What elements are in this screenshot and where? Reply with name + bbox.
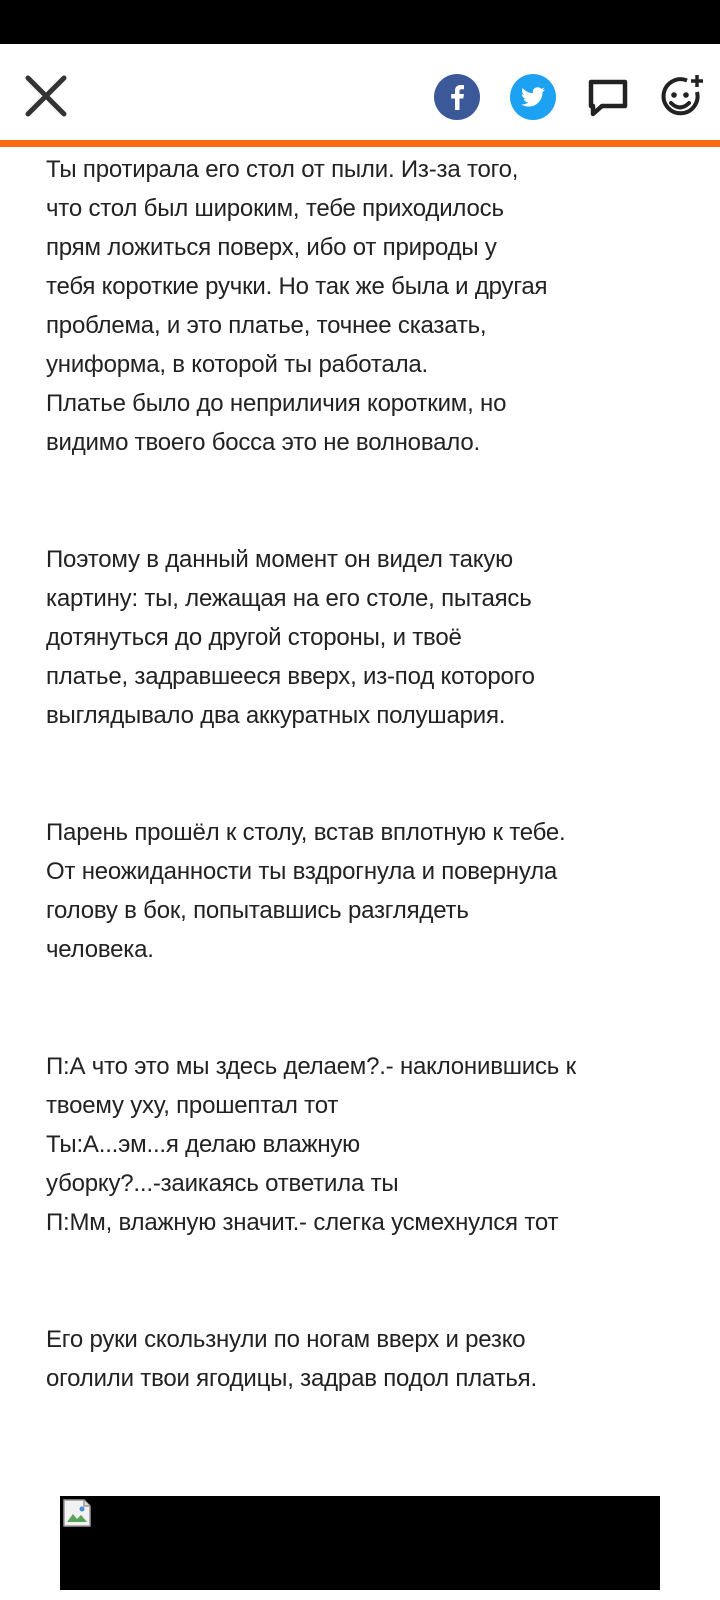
story-line: уборку?...-заикаясь ответила ты — [46, 1170, 399, 1197]
story-line: Ты:А...эм...я делаю влажную — [46, 1131, 360, 1158]
story-text — [46, 150, 696, 1476]
story-paragraph — [46, 813, 696, 969]
story-line: выглядывало два аккуратных полушария. — [46, 702, 506, 729]
story-line: От неожиданности ты вздрогнула и повернула — [46, 858, 558, 885]
comment-icon[interactable] — [584, 74, 632, 122]
story-paragraph — [46, 150, 696, 462]
story-paragraph — [46, 540, 696, 735]
twitter-icon[interactable] — [510, 74, 556, 120]
close-icon[interactable] — [22, 72, 70, 120]
story-line: дотянуться до другой стороны, и твоё — [46, 624, 462, 651]
story-line: проблема, и это платье, точнее сказать, — [46, 312, 487, 339]
app-header — [0, 44, 720, 140]
story-line: униформа, в которой ты работала. — [46, 351, 428, 378]
story-line: П:Мм, влажную значит.- слегка усмехнулся тот — [46, 1209, 559, 1236]
story-line: Его руки скользнули по ногам вверх и резко — [46, 1326, 526, 1353]
story-line: голову в бок, попытавшись разглядеть — [46, 897, 469, 924]
story-line: Парень прошёл к столу, встав вплотную к тебе. — [46, 819, 566, 846]
story-line: Ты протирала его стол от пыли. Из-за того, — [46, 156, 519, 183]
story-line: оголили твои ягодицы, задрав подол платья. — [46, 1365, 537, 1392]
story-line: человека. — [46, 936, 154, 963]
broken-image-icon — [62, 1498, 92, 1528]
story-line: П:А что это мы здесь делаем?.- наклонившись к — [46, 1053, 576, 1080]
story-line: платье, задравшееся вверх, из-под которого — [46, 663, 535, 690]
story-line: Поэтому в данный момент он видел такую — [46, 546, 513, 573]
story-paragraph — [46, 1047, 696, 1242]
facebook-icon[interactable] — [434, 74, 480, 120]
status-bar — [0, 0, 720, 44]
story-image[interactable] — [60, 1496, 660, 1590]
story-line: Платье было до неприличия коротким, но — [46, 390, 507, 417]
story-line: тебя короткие ручки. Но так же была и другая — [46, 273, 548, 300]
story-line: картину: ты, лежащая на его столе, пытаясь — [46, 585, 532, 612]
header-divider — [0, 140, 720, 147]
add-reaction-icon[interactable] — [658, 72, 708, 122]
story-line: видимо твоего босса это не волновало. — [46, 429, 480, 456]
story-line: твоему уху, прошептал тот — [46, 1092, 339, 1119]
story-line: прям ложиться поверх, ибо от природы у — [46, 234, 497, 261]
story-paragraph — [46, 1320, 696, 1398]
story-line: что стол был широким, тебе приходилось — [46, 195, 504, 222]
